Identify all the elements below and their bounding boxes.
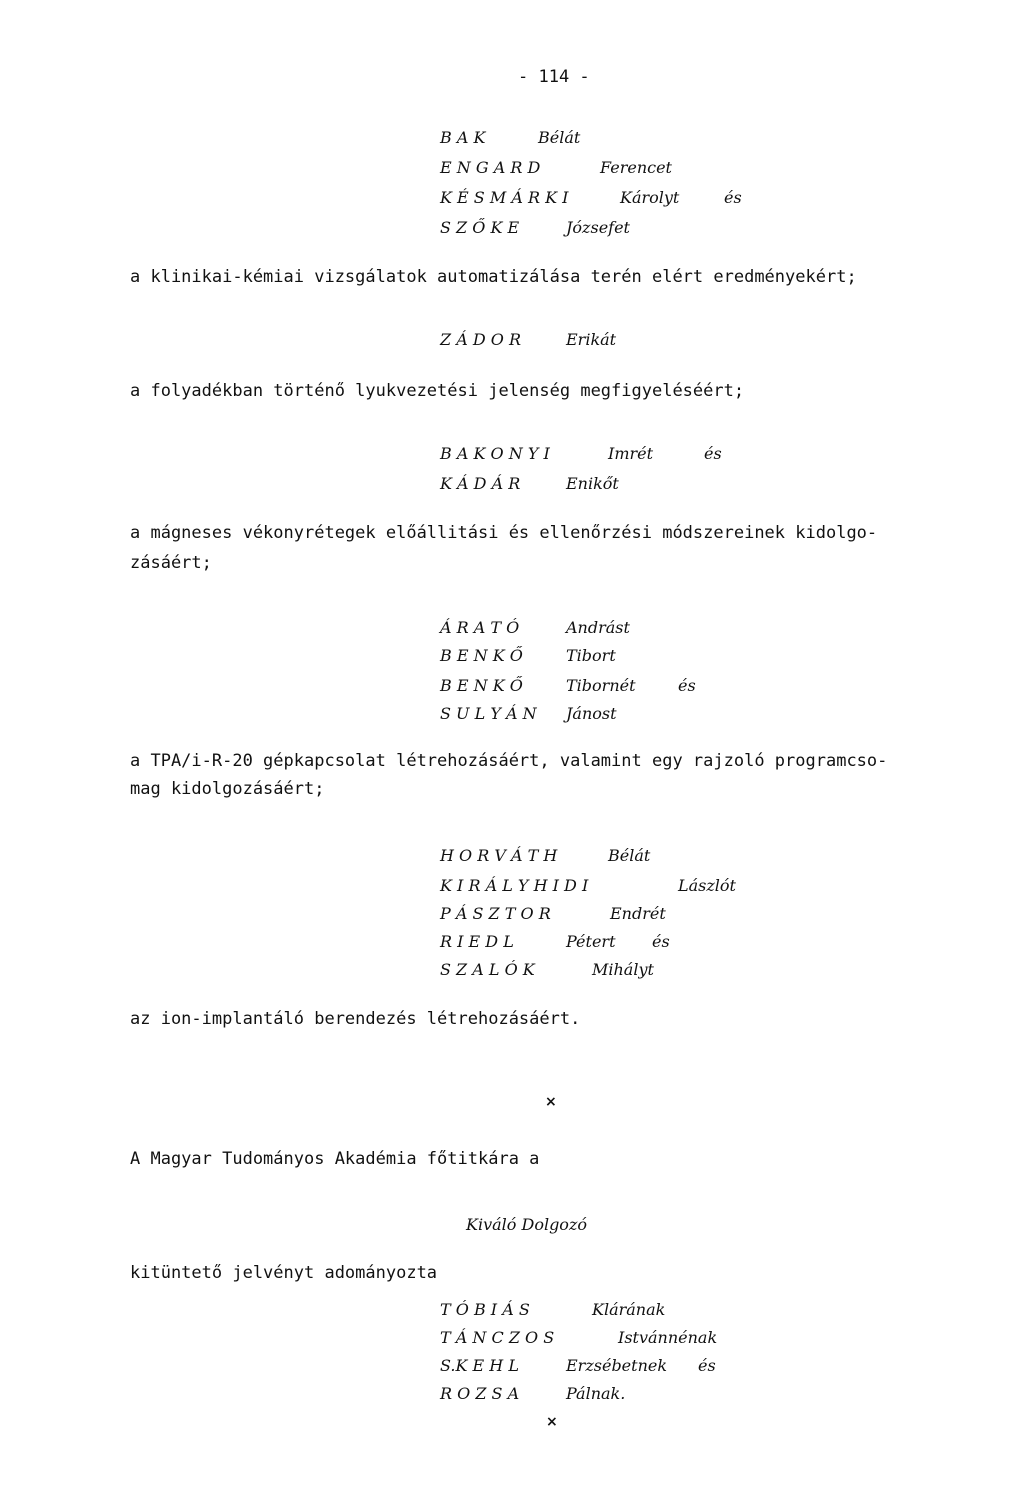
name-entry — [440, 960, 940, 982]
surname: R I E D L — [440, 932, 514, 951]
name-entry — [440, 876, 940, 898]
surname: S.K E H L — [440, 1356, 519, 1375]
surname: P Á S Z T O R — [440, 904, 551, 923]
given-name: Tibornét — [566, 676, 636, 695]
reason-text: a TPA/i-R-20 gépkapcsolat létrehozásáért, valamint egy rajzoló programcso- — [130, 751, 888, 771]
given-name: Józsefet — [566, 218, 630, 237]
given-name: Imrét — [608, 444, 654, 463]
name-entry — [440, 904, 940, 926]
conjunction: és — [724, 188, 742, 207]
name-entry — [440, 1300, 940, 1322]
given-name: Erikát — [566, 330, 617, 349]
reason-text-continued: zásáért; — [130, 553, 212, 573]
name-entry — [440, 474, 940, 496]
surname: B A K O N Y I — [440, 444, 550, 463]
name-entry — [440, 1356, 940, 1378]
given-name: Istvánnénak — [618, 1328, 718, 1347]
separator-asterisk: × — [545, 1094, 557, 1110]
surname: Á R A T Ó — [440, 618, 520, 637]
given-name: Tibort — [566, 646, 616, 665]
surname: K É S M Á R K I — [440, 188, 569, 207]
conjunction: és — [698, 1356, 716, 1375]
given-name: Endrét — [610, 904, 666, 923]
given-name: Lászlót — [678, 876, 736, 895]
conjunction: és — [652, 932, 670, 951]
award-intro: A Magyar Tudományos Akadémia főtitkára a — [130, 1149, 540, 1169]
name-entry — [440, 932, 940, 954]
surname: Z Á D O R — [440, 330, 522, 349]
surname: T Ó B I Á S — [440, 1300, 530, 1319]
surname: K Á D Á R — [440, 474, 521, 493]
award-name: Kiváló Dolgozó — [466, 1215, 587, 1234]
given-name: Enikőt — [566, 474, 619, 493]
name-entry — [440, 1328, 940, 1350]
conjunction: és — [704, 444, 722, 463]
name-entry — [440, 846, 940, 868]
surname: K I R Á L Y H I D I — [440, 876, 589, 895]
given-name: Pétert — [566, 932, 616, 951]
name-entry — [440, 128, 940, 150]
reason-text-continued: mag kidolgozásáért; — [130, 779, 325, 799]
surname: T Á N C Z O S — [440, 1328, 555, 1347]
given-name: Ferencet — [600, 158, 672, 177]
name-entry — [440, 618, 940, 640]
surname: S Z Ő K E — [440, 218, 520, 237]
surname: B E N K Ő — [440, 646, 523, 665]
award-line: kitüntető jelvényt adományozta — [130, 1263, 438, 1283]
reason-text: az ion-implantáló berendezés létrehozásáért. — [130, 1009, 581, 1029]
surname: E N G A R D — [440, 158, 541, 177]
end-asterisk: × — [546, 1414, 558, 1430]
given-name: Klárának — [592, 1300, 666, 1319]
name-entry — [440, 444, 940, 466]
surname: S Z A L Ó K — [440, 960, 535, 979]
surname: S U L Y Á N — [440, 704, 537, 723]
given-name: Bélát — [608, 846, 651, 865]
name-entry — [440, 676, 940, 698]
surname: B A K — [440, 128, 486, 147]
given-name: Erzsébetnek — [566, 1356, 668, 1375]
name-entry — [440, 188, 940, 210]
surname: R O Z S A — [440, 1384, 520, 1403]
given-name: Bélát — [538, 128, 581, 147]
surname: H O R V Á T H — [440, 846, 558, 865]
name-entry — [440, 1384, 940, 1406]
name-entry — [440, 704, 940, 726]
name-entry — [440, 646, 940, 668]
given-name: Károlyt — [620, 188, 680, 207]
given-name: Pálnak. — [566, 1384, 626, 1403]
given-name: Andrást — [566, 618, 630, 637]
reason-text: a folyadékban történő lyukvezetési jelenség megfigyeléséért; — [130, 381, 745, 401]
given-name: Mihályt — [592, 960, 654, 979]
surname: B E N K Ő — [440, 676, 523, 695]
name-entry — [440, 158, 940, 180]
reason-text: a klinikai-kémiai vizsgálatok automatizálása terén elért eredményekért; — [130, 267, 857, 287]
reason-text: a mágneses vékonyrétegek előállitási és ellenőrzési módszereinek kidolgo- — [130, 523, 878, 543]
page-number: - 114 - — [518, 67, 590, 87]
conjunction: és — [678, 676, 696, 695]
given-name: Jánost — [566, 704, 617, 723]
name-entry — [440, 330, 940, 352]
name-entry — [440, 218, 940, 240]
